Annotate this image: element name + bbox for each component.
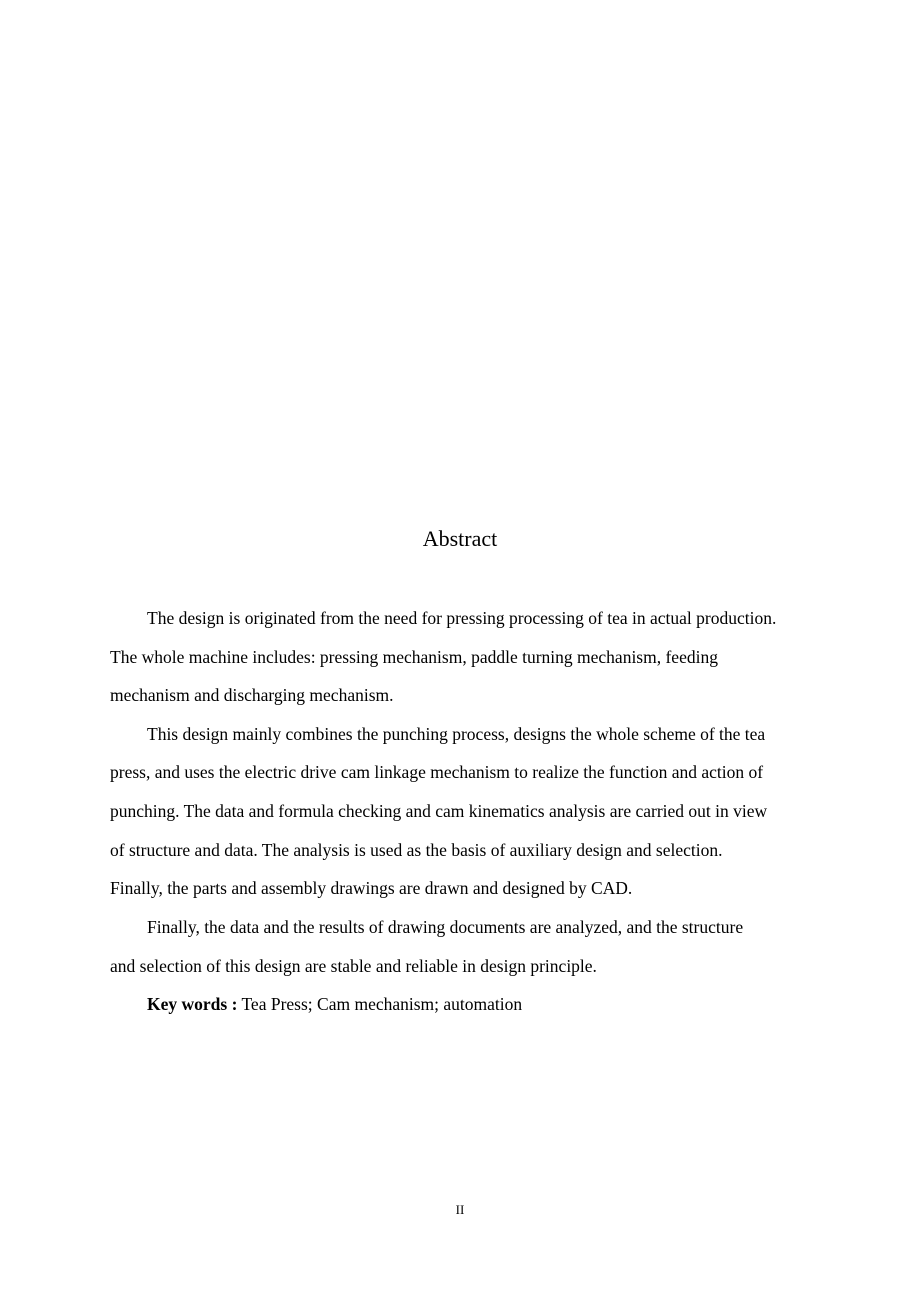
paragraph-3-line-2: and selection of this design are stable and reliable in design principle. xyxy=(110,956,597,976)
paragraph-2-line-5: Finally, the parts and assembly drawings are drawn and designed by CAD. xyxy=(110,878,633,898)
paragraph-2-line-2: press, and uses the electric drive cam linkage mechanism to realize the function and action of xyxy=(110,762,764,782)
abstract-title: Abstract xyxy=(422,526,498,551)
page-number: II xyxy=(455,1202,465,1217)
paragraph-1-line-2: The whole machine includes: pressing mechanism, paddle turning mechanism, feeding xyxy=(110,647,718,667)
paragraph-2-line-4: of structure and data. The analysis is used as the basis of auxiliary design and selection. xyxy=(110,840,723,860)
keywords-line xyxy=(147,992,522,1016)
paragraph-2-line-3: punching. The data and formula checking and cam kinematics analysis are carried out in view xyxy=(110,801,768,821)
keywords-label: Key words : xyxy=(147,994,238,1014)
keywords-value: Tea Press; Cam mechanism; automation xyxy=(237,994,523,1014)
paragraph-2-line-1: This design mainly combines the punching process, designs the whole scheme of the tea xyxy=(147,724,766,744)
paragraph-3-line-1: Finally, the data and the results of drawing documents are analyzed, and the structure xyxy=(147,917,744,937)
paragraph-1-line-1: The design is originated from the need for pressing processing of tea in actual production. xyxy=(147,608,777,628)
paragraph-1-line-3: mechanism and discharging mechanism. xyxy=(110,685,394,705)
